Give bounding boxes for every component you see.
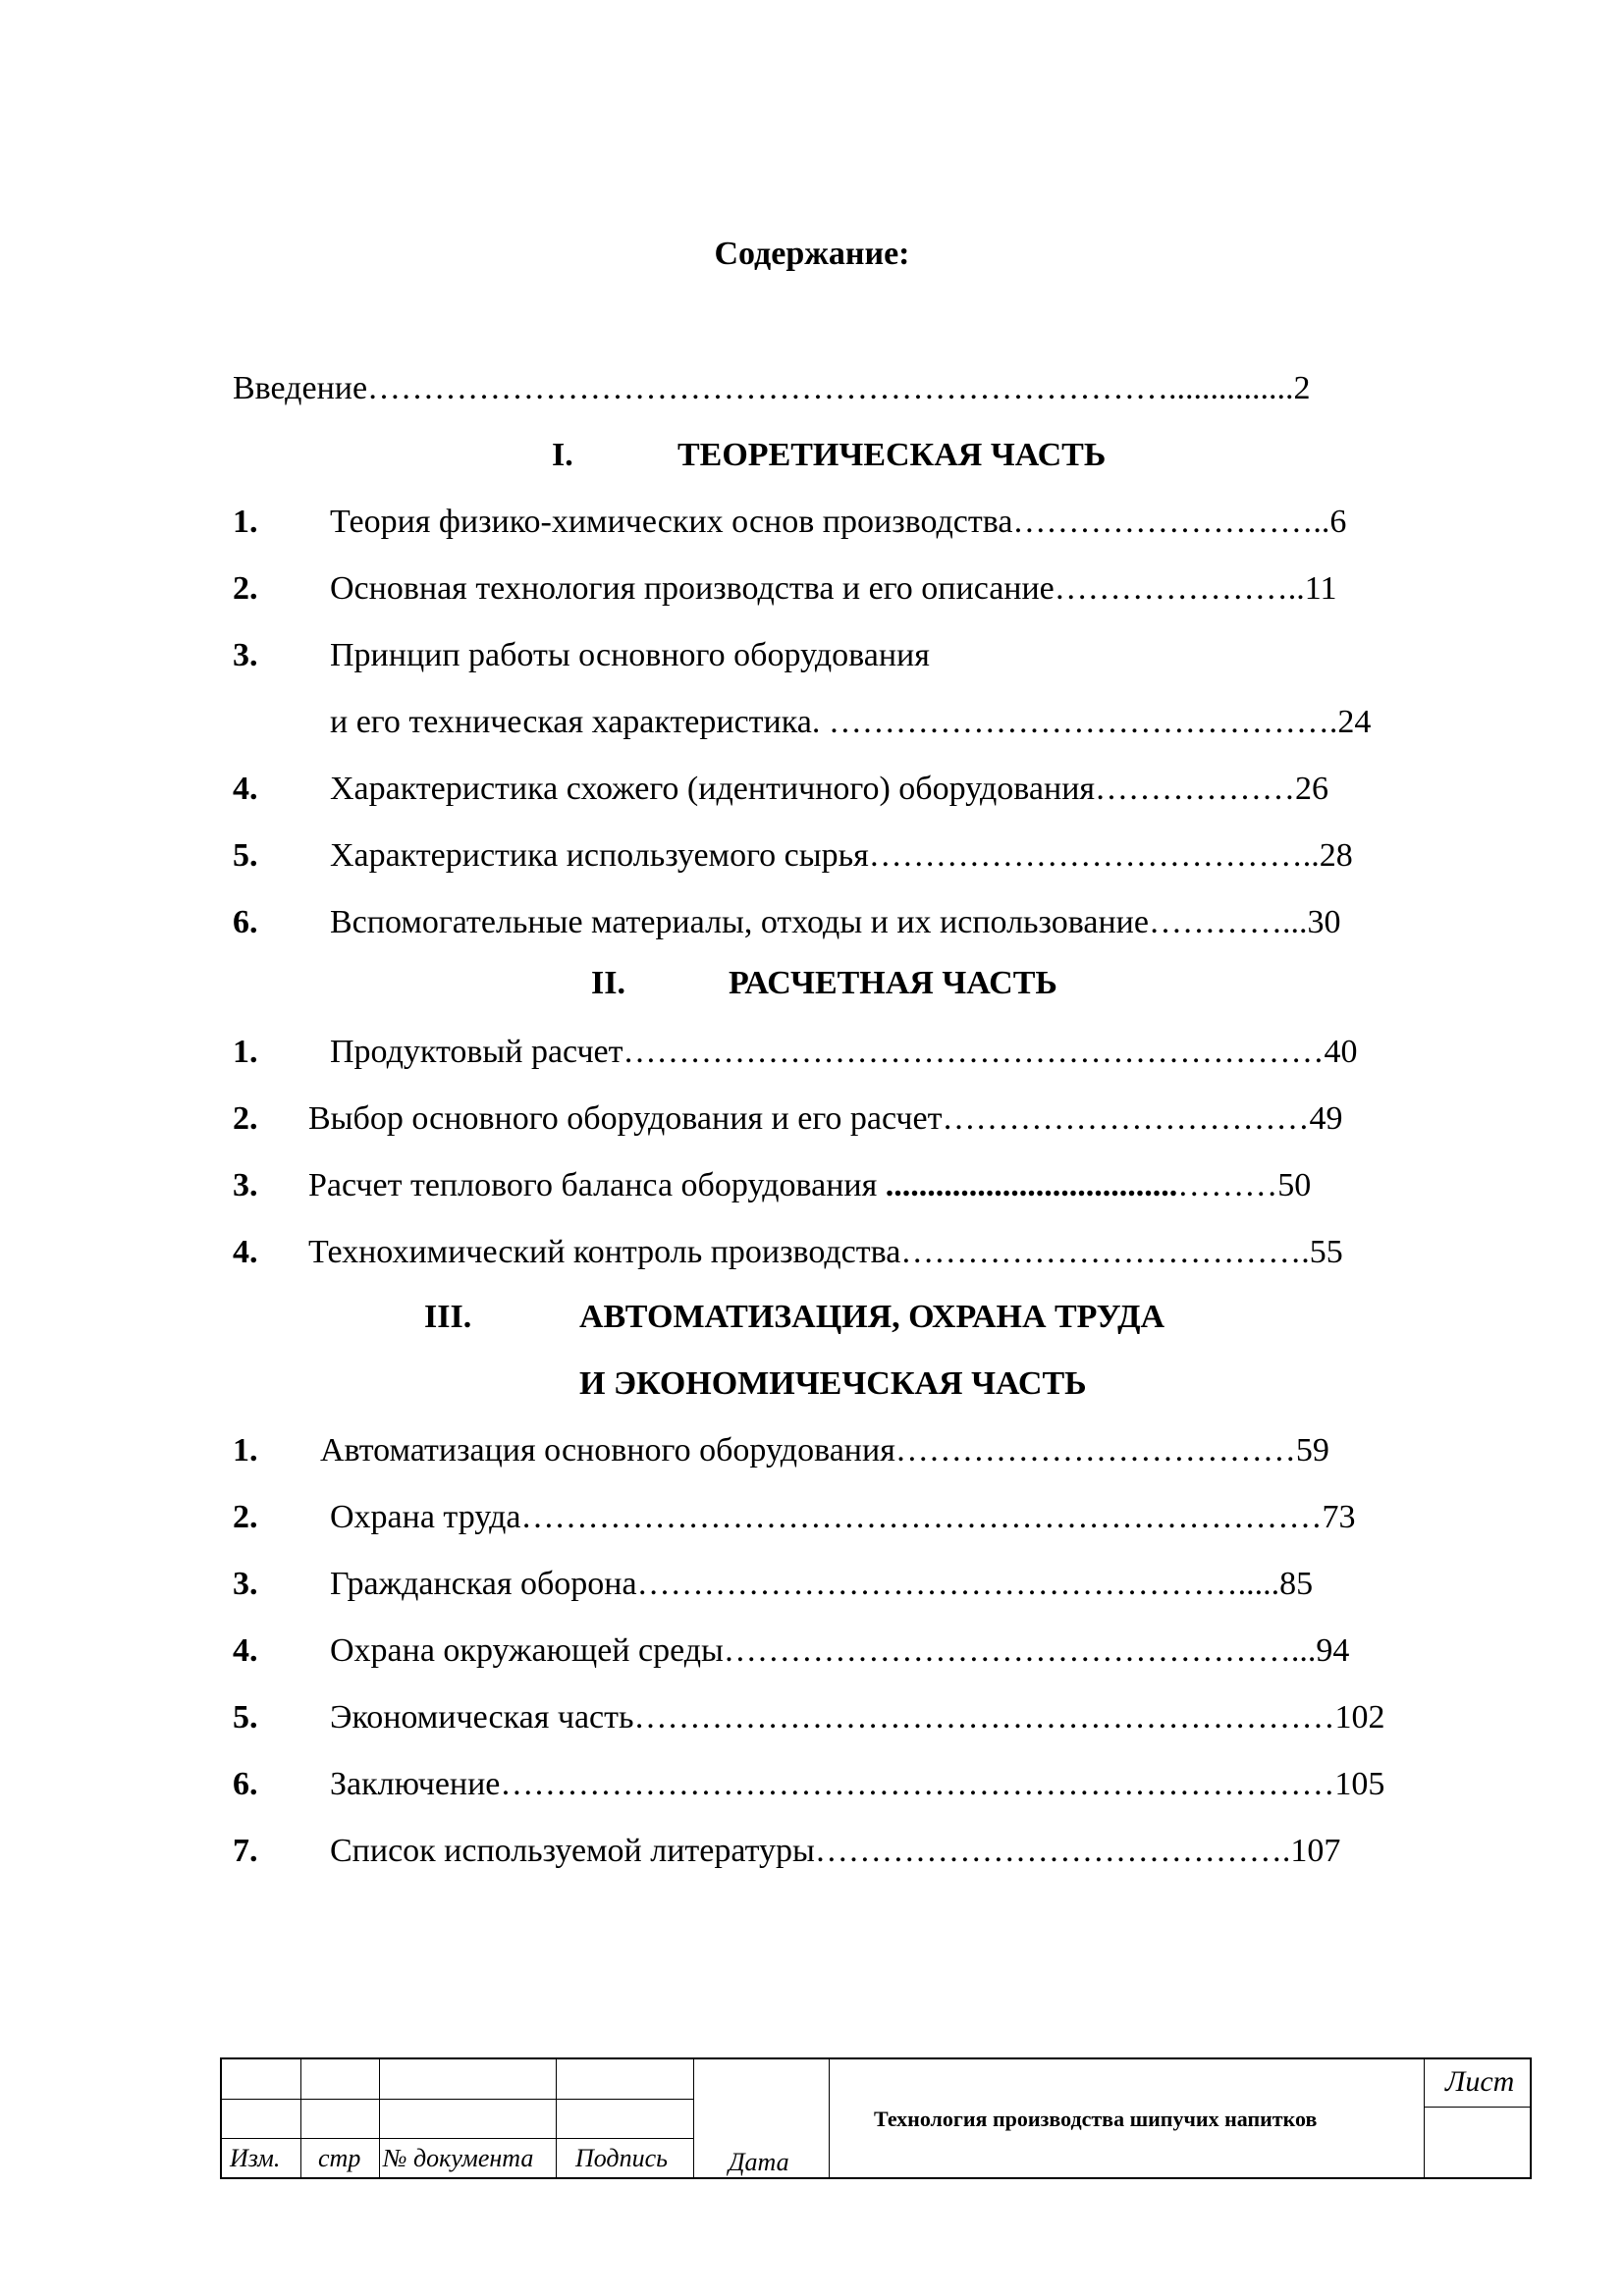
toc-item-text: Продуктовый расчет………………………………………………………40 — [330, 1034, 1358, 1070]
toc-item-text: Охрана труда………………………………………………………………73 — [330, 1499, 1356, 1535]
toc-item-text: Основная технология производства и его описание…………………..11 — [330, 570, 1337, 607]
stamp-label-date: Дата — [729, 2148, 789, 2176]
toc-item-number: 5. — [233, 837, 258, 874]
section-name: ТЕОРЕТИЧЕСКАЯ ЧАСТЬ — [677, 437, 1107, 473]
stamp-divider — [379, 2059, 380, 2177]
toc-item-text: Автоматизация основного оборудования………………………………59 — [320, 1432, 1329, 1468]
toc-item-number: 4. — [233, 771, 258, 807]
stamp-row-line — [222, 2138, 693, 2139]
toc-item-number: 7. — [233, 1833, 258, 1869]
stamp-row-line — [1424, 2107, 1532, 2108]
stamp-divider — [556, 2059, 557, 2177]
section-title-3-line2 — [579, 1364, 1087, 1404]
stamp-label-sheet: Лист — [1445, 2065, 1515, 2098]
section-name: РАСЧЕТНАЯ ЧАСТЬ — [729, 965, 1057, 1001]
title-block-stamp — [220, 2057, 1532, 2179]
stamp-document-title: Технология производства шипучих напитков — [874, 2107, 1318, 2131]
toc-item-number: 1. — [233, 504, 258, 540]
toc-item-number: 6. — [233, 904, 258, 940]
toc-item-text: Выбор основного оборудования и его расчет……………………………49 — [308, 1100, 1343, 1137]
toc-item-text: Заключение…………………………………………………………………105 — [330, 1766, 1385, 1802]
toc-item-number: 6. — [233, 1766, 258, 1802]
toc-item-text: Расчет теплового баланса оборудования — [308, 1167, 878, 1203]
toc-item-text-group — [308, 1166, 1311, 1205]
stamp-row-line — [222, 2099, 693, 2100]
toc-item-number: 3. — [233, 637, 258, 673]
toc-item-text: Список используемой литературы…………………………………….107 — [330, 1833, 1341, 1869]
toc-item-text: Экономическая часть………………………………………………………102 — [330, 1699, 1385, 1735]
toc-item-number: 1. — [233, 1432, 258, 1468]
section-title-2 — [729, 964, 1057, 1003]
stamp-divider — [1424, 2059, 1425, 2177]
toc-item-page-tail: ………50 — [1177, 1167, 1312, 1203]
section-roman: II. — [591, 965, 625, 1001]
toc-item-number: 1. — [233, 1034, 258, 1070]
section-name: АВТОМАТИЗАЦИЯ, ОХРАНА ТРУДА — [579, 1299, 1165, 1335]
stamp-label-izm: Изм. — [230, 2144, 281, 2172]
toc-item-text: и его техническая характеристика. ……………………………………….24 — [330, 704, 1372, 740]
section-heading-3 — [424, 1298, 471, 1337]
toc-intro — [233, 369, 1311, 408]
toc-item-number: 4. — [233, 1234, 258, 1270]
stamp-divider — [829, 2059, 830, 2177]
stamp-divider — [693, 2059, 694, 2177]
toc-item-text: Теория физико-химических основ производства………………………..6 — [330, 504, 1347, 540]
stamp-label-signature: Подпись — [575, 2144, 668, 2172]
toc-item-text: Технохимический контроль производства……………………………….55 — [308, 1234, 1343, 1270]
toc-item-number: 4. — [233, 1632, 258, 1669]
stamp-divider — [300, 2059, 301, 2177]
toc-item-number: 3. — [233, 1167, 258, 1203]
section-roman: I. — [552, 437, 573, 473]
stamp-label-doc-number: № документа — [383, 2144, 534, 2172]
toc-item-number: 3. — [233, 1566, 258, 1602]
toc-item-number: 2. — [233, 570, 258, 607]
section-title-3 — [579, 1298, 1164, 1337]
section-title-1 — [677, 436, 1106, 475]
toc-item-text: Характеристика используемого сырья…………………………………..28 — [330, 837, 1353, 874]
toc-item-text: Характеристика схожего (идентичного) оборудования………………26 — [330, 771, 1329, 807]
page-title: Содержание: — [714, 236, 910, 272]
section-heading-2 — [591, 964, 625, 1003]
stamp-label-page: стр — [318, 2144, 361, 2172]
toc-item-bold-dots: ................................... — [885, 1167, 1178, 1203]
toc-item-text: Принцип работы основного оборудования — [330, 637, 930, 673]
section-heading-1 — [552, 436, 573, 475]
toc-item-number: 2. — [233, 1100, 258, 1137]
toc-item-number: 5. — [233, 1699, 258, 1735]
toc-intro-text: Введение………………………………………………………………...............2 — [233, 370, 1311, 406]
toc-item-text: Гражданская оборона……………………………………………….....85 — [330, 1566, 1314, 1602]
toc-item-text: Вспомогательные материалы, отходы и их использование…………...30 — [330, 904, 1341, 940]
section-name-line2: И ЭКОНОМИЧЕЧСКАЯ ЧАСТЬ — [579, 1365, 1087, 1402]
toc-item-number: 2. — [233, 1499, 258, 1535]
section-roman: III. — [424, 1299, 472, 1335]
toc-item-text: Охрана окружающей среды……………………………………………...94 — [330, 1632, 1350, 1669]
